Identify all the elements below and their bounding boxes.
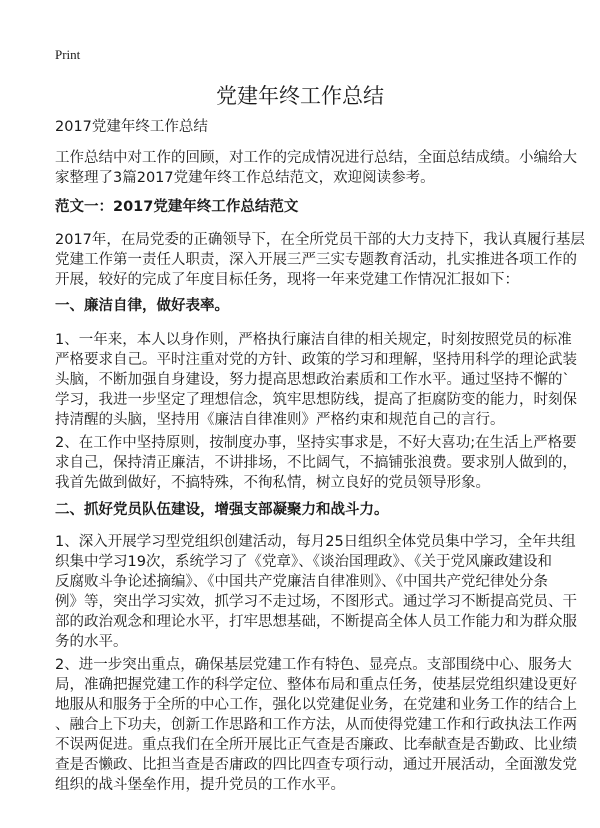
subtitle: 2017党建年终工作总结: [55, 119, 208, 135]
text-line: 开展，较好的完成了年度目标任务，现将一年来党建工作情况汇报如下：: [55, 272, 519, 288]
text-line: 组织的战斗堡垒作用，提升党员的工作水平。: [55, 777, 345, 793]
text-line: 工作总结中对工作的回顾，对工作的完成情况进行总结，全面总结成绩。小编给大: [55, 150, 577, 166]
text-line: 持清醒的头脑，坚持用《廉洁自律准则》严格约束和规范自己的言行。: [55, 412, 505, 428]
text-line: 地服从和服务于全所的中心工作，强化以党建促业务，在党建和业务工作的结合上: [55, 697, 577, 713]
print-link[interactable]: Print: [55, 47, 81, 62]
text-line: 1、一年来，本人以身作则，严格执行廉洁自律的相关规定，时刻按照党员的标准: [55, 332, 572, 348]
text-line: 不误两促进。重点我们在全所开展比正气查是否廉政、比奉献查是否勤政、比业绩: [55, 737, 577, 753]
paragraph-2-1: [55, 532, 575, 652]
section-heading-2: 二、抓好党员队伍建设，增强支部凝聚力和战斗力。: [55, 502, 389, 518]
text-line: 党建工作第一责任人职责，深入开展三严三实专题教育活动，扎实推进各项工作的: [55, 252, 577, 268]
text-line: 查是否懒政、比担当查是否庸政的四比四查专项行动，通过开展活动，全面激发党: [55, 757, 577, 773]
text-line: 、融合上下功夫，创新工作思路和工作方法，从而使得党建工作和行政执法工作两: [55, 717, 577, 733]
text-line: 家整理了3篇2017党建年终工作总结范文，欢迎阅读参考。: [55, 170, 435, 186]
intro-paragraph: [55, 148, 575, 188]
paragraph-opening: [55, 230, 585, 290]
text-line: 学习，我进一步坚定了理想信念，筑牢思想防线，提高了拒腐防变的能力，时刻保: [55, 392, 577, 408]
text-line: 头脑，不断加强自身建设，努力提高思想政治素质和工作水平。通过坚持不懈的`: [55, 372, 570, 388]
text-line: 反腐败斗争论述摘编》、《中国共产党廉洁自律准则》、《中国共产党纪律处分条: [55, 574, 548, 590]
text-line: 部的政治观念和理论水平，打牢思想基础，不断提高全体人员工作能力和为群众服: [55, 614, 577, 630]
text-line: 织集中学习19次，系统学习了《党章》、《谈治国理政》、《关于党风廉政建设和: [55, 554, 552, 570]
text-line: 1、深入开展学习型党组织创建活动，每月25日组织全体党员集中学习，全年共组: [55, 534, 576, 550]
text-line: 局，准确把握党建工作的科学定位、整体布局和重点任务，使基层党组织建设更好: [55, 677, 577, 693]
paragraph-1-2: [55, 433, 575, 493]
text-line: 2、在工作中坚持原则，按制度办事，坚持实事求是，不好大喜功;在生活上严格要: [55, 435, 577, 451]
section-heading-1: 一、廉洁自律，做好表率。: [55, 298, 229, 314]
text-line: 严格要求自己。平时注重对党的方针、政策的学习和理解，坚持用科学的理论武装: [55, 352, 577, 368]
text-line: 2017年，在局党委的正确领导下，在全所党员干部的大力支持下，我认真履行基层: [55, 232, 585, 248]
sample-heading: 范文一：2017党建年终工作总结范文: [55, 199, 299, 215]
text-line: 求自己，保持清正廉洁，不讲排场，不比阔气，不搞铺张浪费。要求别人做到的，: [55, 455, 577, 471]
paragraph-1-1: [55, 330, 575, 430]
text-line: 我首先做到做好，不搞特殊，不徇私情，树立良好的党员领导形象。: [55, 475, 490, 491]
text-line: 务的水平。: [55, 634, 128, 650]
page-title: 党建年终工作总结: [216, 84, 384, 108]
text-line: 2、进一步突出重点，确保基层党建工作有特色、显亮点。支部围绕中心、服务大: [55, 657, 572, 673]
paragraph-2-2: [55, 655, 575, 795]
text-line: 例》等，突出学习实效，抓学习不走过场，不图形式。通过学习不断提高党员、干: [55, 594, 577, 610]
